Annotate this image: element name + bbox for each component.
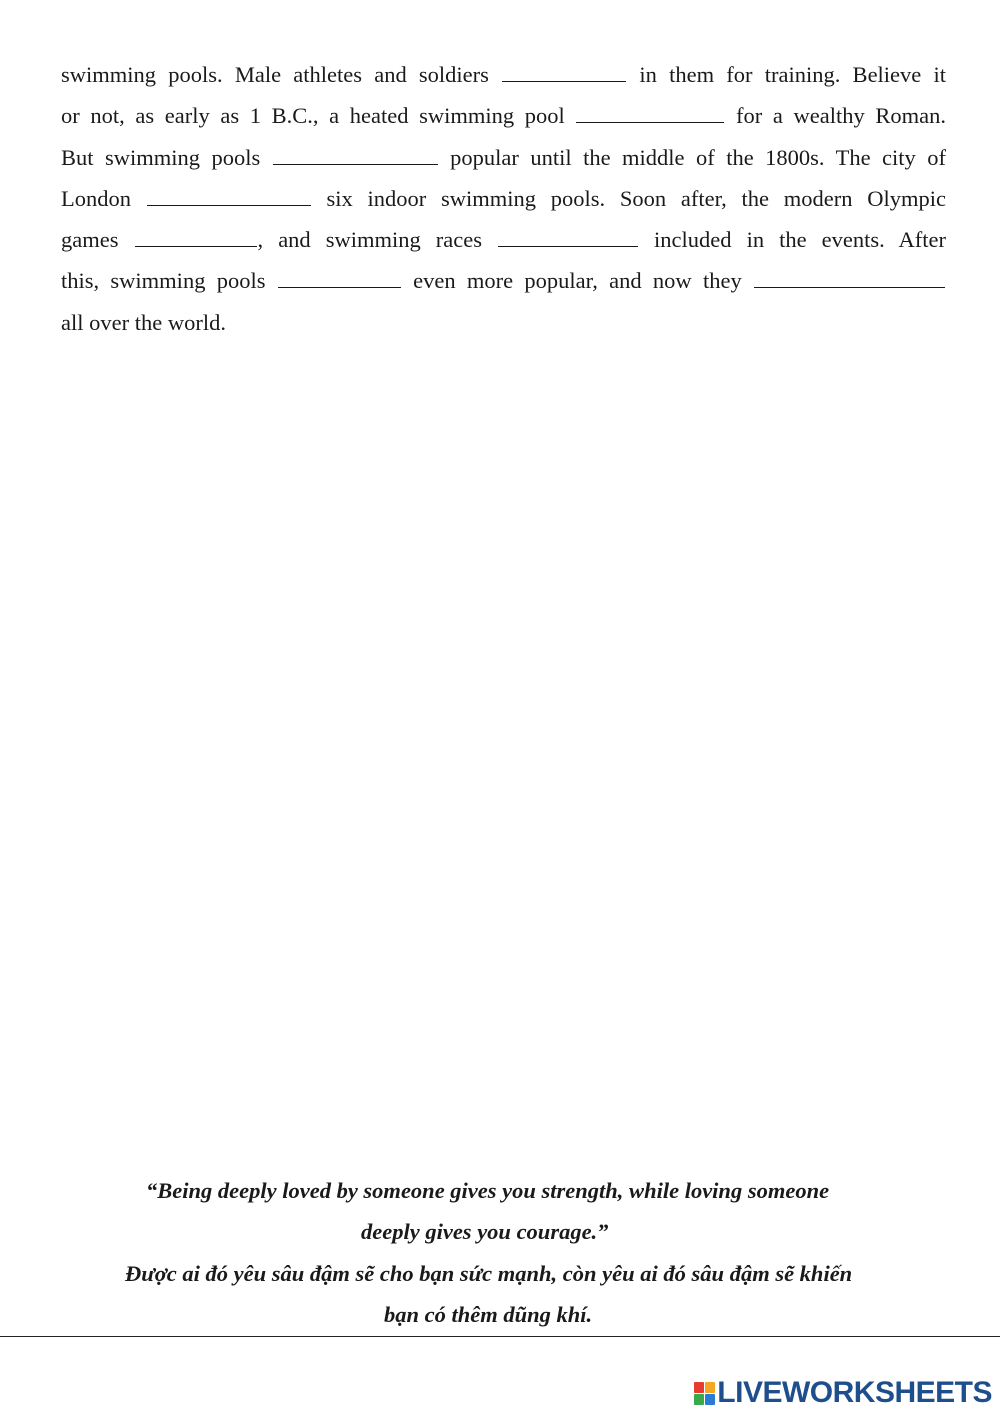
passage-text: for a wealthy Roman.	[725, 103, 946, 129]
passage-line	[61, 95, 946, 136]
passage-text: all over the world.	[61, 309, 226, 335]
passage-text: But swimming pools	[61, 144, 272, 170]
footer-divider	[0, 1336, 1000, 1337]
answer-blank[interactable]	[135, 228, 257, 247]
passage-text: in them for training. Believe it	[627, 62, 947, 87]
passage-text: this, swimming pools	[61, 268, 277, 294]
passage-text: even more popular, and now they	[401, 268, 753, 294]
passage-text: popular until the middle of the 1800s. The city of	[438, 144, 946, 170]
quote-vietnamese-line-1: Được ai đó yêu sâu đậm sẽ cho bạn sức mạnh, còn yêu ai đó sâu đậm sẽ khiến	[125, 1260, 853, 1286]
passage-text: London	[61, 185, 146, 211]
answer-blank[interactable]	[147, 187, 311, 206]
passage-line	[61, 178, 946, 219]
passage-text: games	[61, 227, 134, 253]
quote-block	[0, 1170, 1000, 1335]
passage-text: included in the events. After	[639, 227, 946, 253]
answer-blank[interactable]	[576, 104, 724, 123]
passage-text: six indoor swimming pools. Soon after, the modern Olympic	[311, 185, 946, 211]
passage-text: or not, as early as 1 B.C., a heated swimming pool	[61, 103, 576, 129]
quote-english-line-1: “Being deeply loved by someone gives you strength, while loving someone	[146, 1178, 830, 1203]
passage-text: , and swimming races	[257, 227, 498, 253]
answer-blank[interactable]	[498, 228, 638, 247]
answer-blank[interactable]	[273, 146, 438, 165]
passage-text: swimming pools. Male athletes and soldiers	[61, 62, 502, 87]
passage	[61, 54, 946, 343]
liveworksheets-brand[interactable]	[694, 1376, 992, 1410]
passage-line	[61, 302, 946, 343]
brand-name: LIVEWORKSHEETS	[717, 1376, 992, 1409]
logo-cell	[705, 1382, 715, 1393]
passage-line	[61, 137, 946, 178]
answer-blank[interactable]	[754, 269, 945, 288]
answer-blank[interactable]	[278, 269, 401, 288]
passage-line	[61, 219, 946, 260]
logo-cell	[705, 1394, 715, 1405]
answer-blank[interactable]	[502, 63, 626, 82]
passage-line	[61, 260, 946, 301]
quote-english-line-2: deeply gives you courage.”	[361, 1219, 609, 1245]
logo-cell	[694, 1394, 704, 1405]
logo-cell	[694, 1382, 704, 1393]
quote-vietnamese-line-2: bạn có thêm dũng khí.	[384, 1301, 593, 1327]
passage-line	[61, 54, 946, 95]
liveworksheets-logo-icon	[694, 1382, 715, 1405]
